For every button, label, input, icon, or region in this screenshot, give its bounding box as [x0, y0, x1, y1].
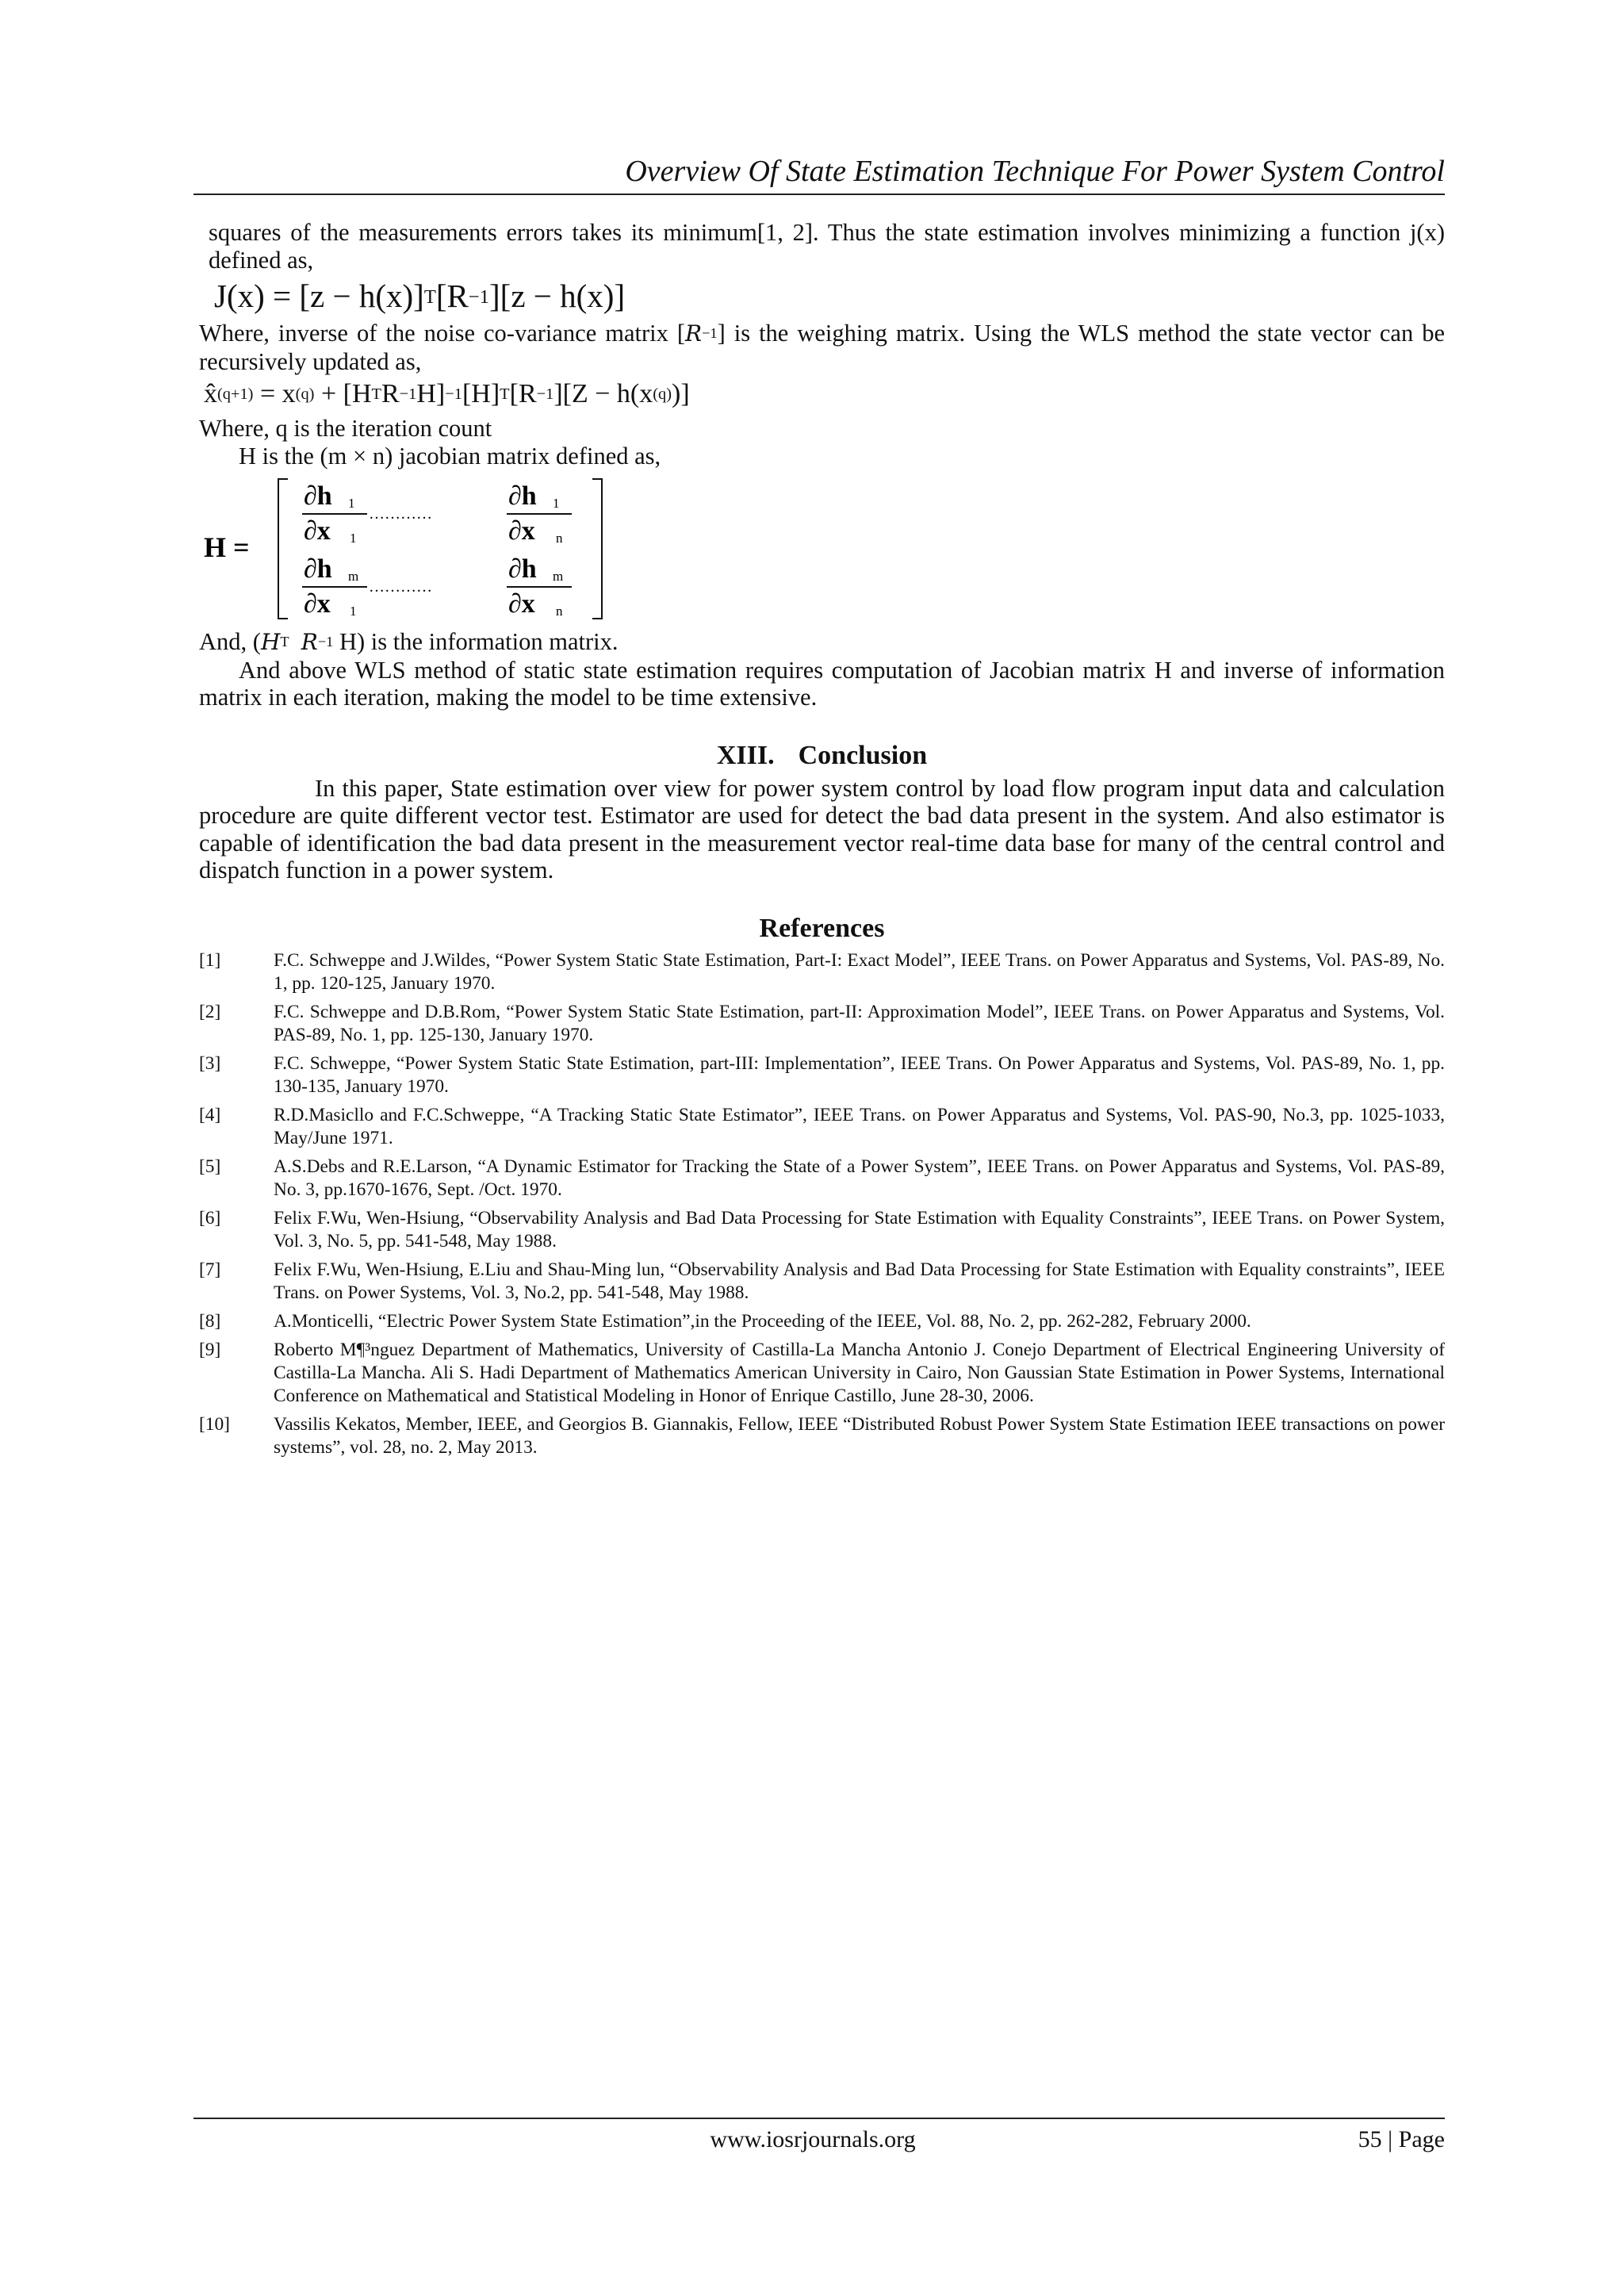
reference-number: [3] — [199, 1052, 221, 1074]
num-dh-m1: ∂h — [304, 554, 332, 584]
p5-text-b: H) is the information matrix. — [333, 628, 619, 655]
eq-eq-x: = x — [253, 379, 296, 408]
equation-jacobian — [199, 474, 1445, 623]
eq-j-rhs: ][z − h(x)] — [489, 278, 626, 314]
reference-number: [9] — [199, 1339, 221, 1360]
paragraph-iteration-count: Where, q is the iteration count — [199, 415, 492, 442]
sub-h-1: 1 — [348, 496, 355, 511]
eq-part-hinv: H] — [416, 379, 446, 408]
eq-j-lhs: J(x) = [z − h(x)] — [214, 278, 424, 314]
references-heading: References — [759, 913, 885, 943]
den-dx-m1: ∂x — [304, 589, 331, 619]
paragraph-wls-computation: And above WLS method of static state estimation requires computation of Jacobian matrix H and inverse of information matrix in each iteration, making the model to be time extensive. — [199, 656, 1445, 711]
eq-part-r: R — [381, 379, 400, 408]
eq-j-mid: [R — [435, 278, 469, 314]
references-list — [199, 949, 1445, 1459]
eq-sup-inv3: −1 — [536, 385, 554, 403]
footer-page-number: 55 | Page — [1358, 2126, 1445, 2152]
section-number: XIII. — [716, 740, 775, 770]
num-dh-1n: ∂h — [508, 481, 537, 511]
paragraph-information-matrix — [199, 628, 1445, 657]
jacobian-lhs: H = — [204, 531, 250, 563]
eq-part-h2: [H] — [462, 379, 500, 408]
running-header: Overview Of State Estimation Technique For Power System Control — [625, 155, 1445, 188]
eq-part-r2: [R — [509, 379, 537, 408]
reference-number: [4] — [199, 1104, 221, 1125]
sub-x-1n: n — [556, 531, 563, 546]
p5-h-sup: T — [280, 634, 289, 650]
reference-number: [5] — [199, 1156, 221, 1177]
reference-item — [199, 1259, 1445, 1305]
reference-item — [199, 1052, 1445, 1098]
p5-h: H — [260, 629, 281, 655]
p2-text-b: ] is the weighing matrix. Using the WLS method the state vector can be recursively updated as, — [199, 320, 1445, 375]
num-dh-1: ∂h — [304, 481, 332, 511]
p2-r: R — [685, 320, 703, 347]
sub-h-1n: 1 — [553, 496, 560, 511]
reference-text: Vassilis Kekatos, Member, IEEE, and Georgios B. Giannakis, Fellow, IEEE “Distributed Robust Power System State Estimation IEEE transactions on power systems”, vol. 28, no. 2, May 2013. — [274, 1413, 1445, 1458]
paragraph-wls-intro: squares of the measurements errors takes its minimum[1, 2]. Thus the state estimation involves minimizing a function j(x) defined as, — [209, 219, 1445, 274]
eq-sup-t1: T — [371, 385, 381, 403]
section-heading-conclusion — [199, 740, 1445, 772]
sub-h-m1: m — [348, 569, 359, 584]
p5-r-sup: −1 — [317, 634, 334, 650]
den-dx-11: ∂x — [304, 516, 331, 546]
sub-x-m1: 1 — [350, 604, 357, 619]
section-title: Conclusion — [798, 740, 928, 770]
reference-item — [199, 1104, 1445, 1150]
eq-xhat: x̂ — [204, 379, 217, 408]
eq-sup-q2: (q) — [653, 385, 672, 403]
reference-text: Roberto M¶³nguez Department of Mathematics, University of Castilla-La Mancha Antonio J. Conejo Department of Electrical Engineering University of Castilla-La Mancha. Ali S. Hadi Department of Mathematics American University in Cairo, Non Gaussian State Estimation in Power Systems, International Conference on Mathematical and Statistical Modeling in Honor of Enrique Castillo, June 28-30, 2006. — [274, 1339, 1445, 1406]
reference-number: [10] — [199, 1413, 230, 1435]
p2-r-sup: −1 — [702, 325, 718, 342]
paragraph-weighing-matrix — [199, 320, 1445, 375]
paragraph-jacobian-def: H is the (m × n) jacobian matrix defined as, — [239, 442, 661, 470]
dots-rowm: ………… — [369, 578, 432, 596]
reference-text: Felix F.Wu, Wen-Hsiung, E.Liu and Shau-Ming lun, “Observability Analysis and Bad Data Processing for State Estimation with Equality constraints”, IEEE Trans. on Power Systems, Vol. 3, No.2, pp. 541-548, May 1988. — [274, 1259, 1445, 1303]
page-body — [199, 219, 1445, 1465]
reference-number: [2] — [199, 1001, 221, 1022]
header-rule — [193, 194, 1445, 195]
reference-text: F.C. Schweppe, “Power System Static State Estimation, part-III: Implementation”, IEEE Trans. On Power Apparatus and Systems, Vol. PAS-89, No. 1, pp. 130-135, January 1970. — [274, 1052, 1445, 1097]
jacobian-matrix-svg — [199, 474, 611, 623]
reference-number: [1] — [199, 949, 221, 971]
p5-text-a: And, ( — [199, 628, 261, 655]
eq-sup-q1: (q+1) — [217, 385, 254, 403]
reference-item — [199, 1339, 1445, 1408]
eq-j-sup-t: T — [423, 286, 436, 309]
num-dh-mn: ∂h — [508, 554, 537, 584]
reference-text: R.D.Masicllo and F.C.Schweppe, “A Tracking Static State Estimator”, IEEE Trans. on Power Apparatus and Systems, Vol. PAS-90, No.3, pp. 1025-1033, May/June 1971. — [274, 1104, 1445, 1148]
eq-sup-q: (q) — [295, 385, 315, 403]
sub-h-mn: m — [553, 569, 564, 584]
reference-item — [199, 1001, 1445, 1047]
eq-sup-t2: T — [500, 385, 510, 403]
eq-part-h: + [H — [314, 379, 372, 408]
footer-rule — [193, 2118, 1445, 2119]
reference-item — [199, 1413, 1445, 1459]
reference-item — [199, 1156, 1445, 1202]
reference-text: A.Monticelli, “Electric Power System State Estimation”,in the Proceeding of the IEEE, Vol. 88, No. 2, pp. 262-282, February 2000. — [274, 1310, 1251, 1332]
reference-item — [199, 949, 1445, 995]
reference-number: [6] — [199, 1207, 221, 1228]
reference-item — [199, 1310, 1445, 1333]
reference-text: A.S.Debs and R.E.Larson, “A Dynamic Estimator for Tracking the State of a Power System”, IEEE Trans. on Power Apparatus and Systems, Vol. PAS-89, No. 3, pp.1670-1676, Sept. /Oct. 1970. — [274, 1156, 1445, 1200]
eq-part-z: ][Z − h(x — [553, 379, 653, 408]
p5-r: R — [301, 629, 318, 655]
eq-j-sup-inv: −1 — [468, 286, 490, 309]
reference-item — [199, 1207, 1445, 1253]
bracket-right — [592, 479, 602, 619]
p2-text-a: Where, inverse of the noise co-variance matrix [ — [199, 320, 686, 347]
equation-state-update — [204, 377, 1445, 412]
den-dx-mn: ∂x — [508, 589, 535, 619]
sub-x-11: 1 — [350, 531, 357, 546]
footer-website: www.iosrjournals.org — [710, 2126, 916, 2152]
paragraph-conclusion: In this paper, State estimation over view for power system control by load flow program input data and calculation procedure are quite different vector test. Estimator are used for detect the bad data present in the system. And also estimator is capable of identification the bad data present in the measurement vector real-time data base for many of the central control and dispatch function in a power system. — [199, 774, 1445, 884]
eq-sup-inv2: −1 — [445, 385, 462, 403]
eq-sup-inv1: −1 — [399, 385, 417, 403]
reference-text: Felix F.Wu, Wen-Hsiung, “Observability Analysis and Bad Data Processing for State Estimation with Equality Constraints”, IEEE Trans. on Power System, Vol. 3, No. 5, pp. 541-548, May 1988. — [274, 1207, 1445, 1251]
dots-row1: ………… — [369, 505, 432, 523]
den-dx-1n: ∂x — [508, 516, 535, 546]
reference-number: [7] — [199, 1259, 221, 1280]
equation-objective-function — [214, 277, 1445, 315]
sub-x-mn: n — [556, 604, 563, 619]
reference-text: F.C. Schweppe and D.B.Rom, “Power System Static State Estimation, part-II: Approximation Model”, IEEE Trans. on Power Apparatus and Systems, Vol. PAS-89, No. 1, pp. 125-130, January 1970. — [274, 1001, 1445, 1045]
reference-number: [8] — [199, 1310, 221, 1332]
eq-part-end: )] — [672, 379, 690, 408]
reference-text: F.C. Schweppe and J.Wildes, “Power System Static State Estimation, Part-I: Exact Model”, IEEE Trans. on Power Apparatus and Systems, Vol. PAS-89, No. 1, pp. 120-125, January 1970. — [274, 949, 1445, 994]
bracket-left — [278, 479, 288, 619]
